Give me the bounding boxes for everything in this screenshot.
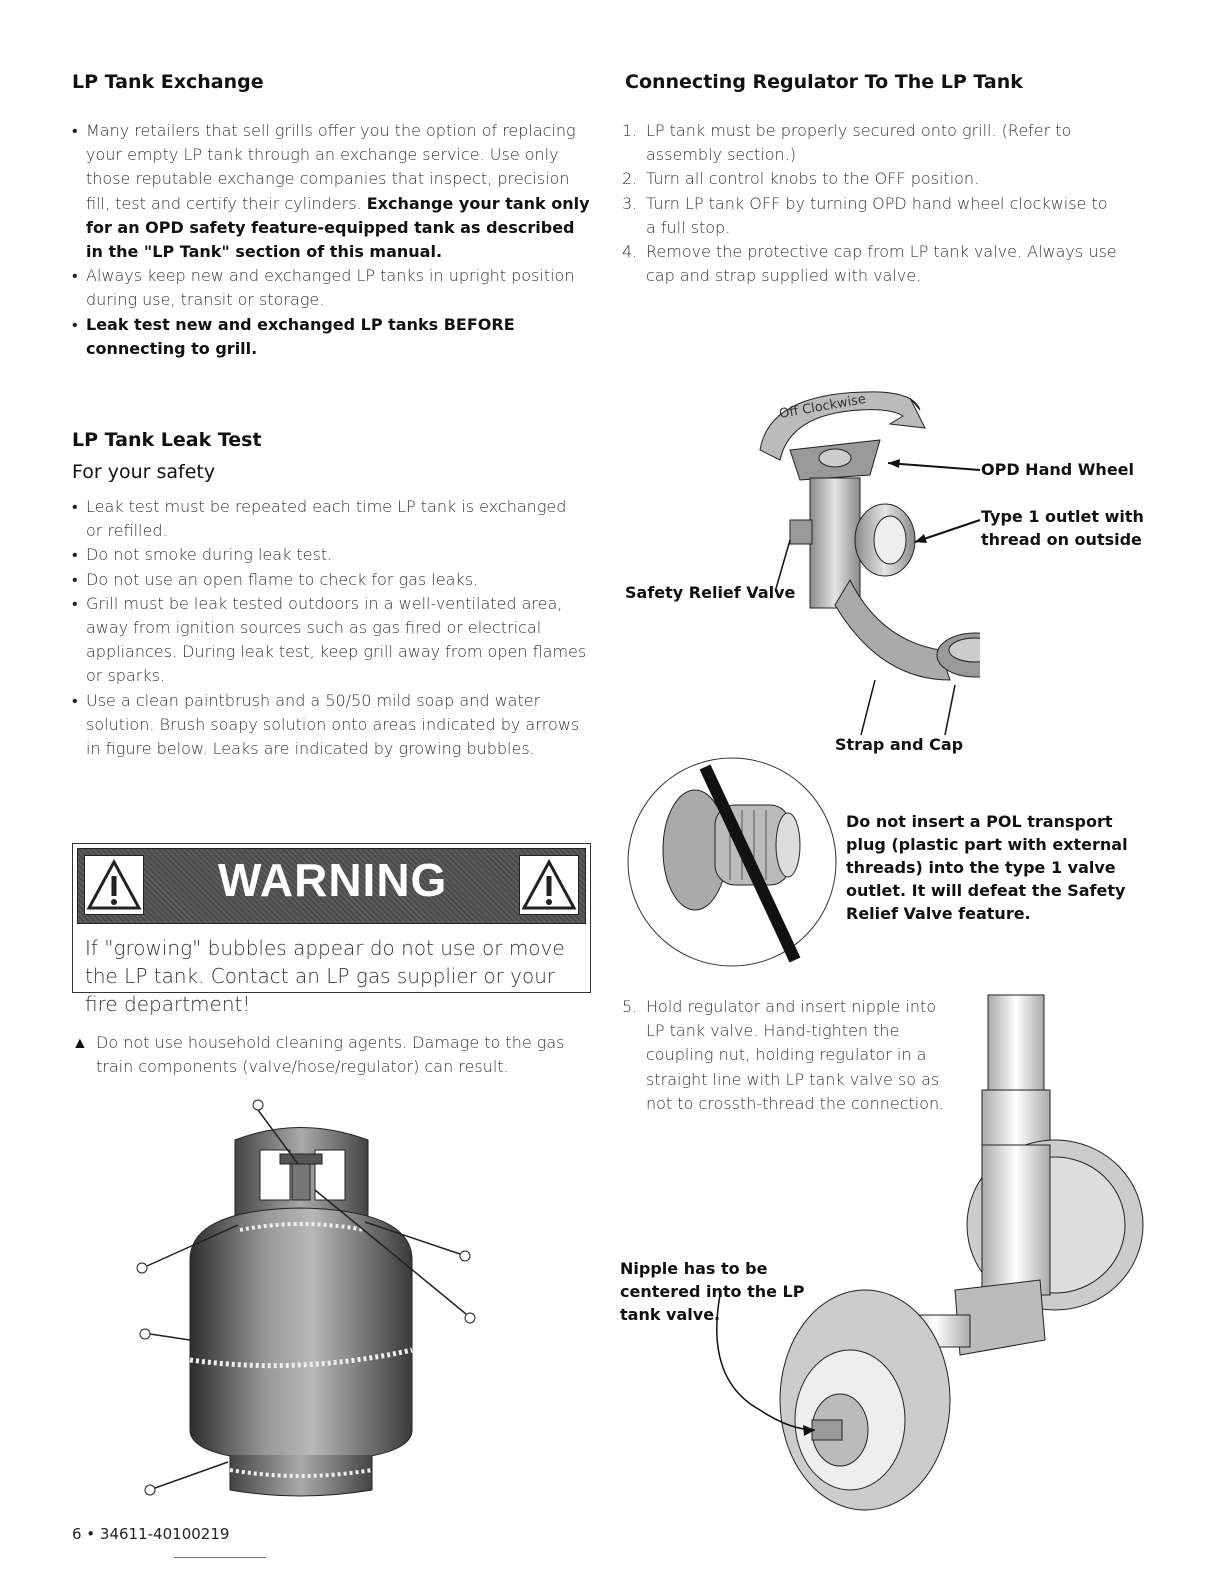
warning-banner [77,848,586,924]
step-5: 5. Hold regulator and insert nipple into LP tank valve. Hand-tighten the coupling nut, holding regulator in a straight line with LP tank valve so as not to crossth-thread the connection. [622,997,945,1113]
caution-triangle-icon: ▲ [72,1033,88,1052]
label-strap-and-cap: Strap and Cap [835,735,964,754]
warning-box [72,843,591,1016]
warning-text: If "growing" bubbles appear do not use or move the LP tank. Contact an LP gas supplier or your fire department! [85,936,565,1016]
list-item: • Do not use an open flame to check for gas leaks. [72,568,587,592]
leak-test-title: LP Tank Leak Test [72,429,262,451]
rotation-arrow-text: Off Clockwise [778,391,868,422]
caution-note: ▲ Do not use household cleaning agents. Damage to the gas train components (valve/hose/regulator) can result. [72,1033,565,1077]
connecting-steps [622,119,1122,288]
list-item: 2. Turn all control knobs to the OFF position. [622,169,980,189]
footer-divider [174,1557,266,1558]
pol-plug-note: Do not insert a POL transport plug (plastic part with external threads) into the type 1 valve outlet. It will defeat the Safety Relief Valve feature. [846,812,1128,923]
leak-test-subtitle: For your safety [72,461,216,483]
label-safety-relief-valve: Safety Relief Valve [625,583,796,602]
regulator-illustration [700,990,1150,1520]
pol-plug-prohibited-icon [620,755,845,970]
leak-test-bullets [72,495,587,761]
connecting-title: Connecting Regulator To The LP Tank [625,71,1023,93]
exchange-bullets [72,119,592,361]
warning-title: WARNING [218,854,448,906]
list-item: • Many retailers that sell grills offer you the option of replacing your empty LP tank through an exchange service. Use only those reputable exchange companies that inspect, precision fill, test and certify their cylinders. Exchange your tank only for an OPD safety feature-equipped tank as described in the "LP Tank" section of this manual. [72,119,592,264]
lp-tank-illustration [120,1090,490,1510]
warning-triangle-icon [84,855,144,915]
list-item: • Use a clean paintbrush and a 50/50 mild soap and water solution. Brush soapy solution onto areas indicated by arrows in figure below. Leaks are indicated by growing bubbles. [72,689,587,762]
valve-leader-lines [775,450,985,750]
list-item: 3. Turn LP tank OFF by turning OPD hand wheel clockwise to a full stop. [622,193,1108,237]
list-item: • Leak test must be repeated each time LP tank is exchanged or refilled. [72,495,587,543]
warning-triangle-icon [519,855,579,915]
label-type1-outlet: Type 1 outlet with thread on outside [981,507,1144,549]
list-item: 4. Remove the protective cap from LP tank valve. Always use cap and strap supplied with valve. [622,242,1117,286]
list-item: • Grill must be leak tested outdoors in a well-ventilated area, away from ignition sources such as gas fired or electrical appliances. During leak test, keep grill away from open flames or sparks. [72,592,587,689]
nipple-note: Nipple has to be centered into the LP tank valve. [620,1259,805,1324]
label-opd-hand-wheel: OPD Hand Wheel [981,460,1135,479]
exchange-title: LP Tank Exchange [72,71,264,93]
list-item: 1. LP tank must be properly secured onto grill. (Refer to assembly section.) [622,121,1072,165]
list-item: • Leak test new and exchanged LP tanks BEFORE connecting to grill. [72,313,592,361]
page-number: 6 • 34611-40100219 [72,1525,230,1543]
list-item: • Do not smoke during leak test. [72,543,587,567]
list-item: • Always keep new and exchanged LP tanks in upright position during use, transit or storage. [72,264,592,312]
